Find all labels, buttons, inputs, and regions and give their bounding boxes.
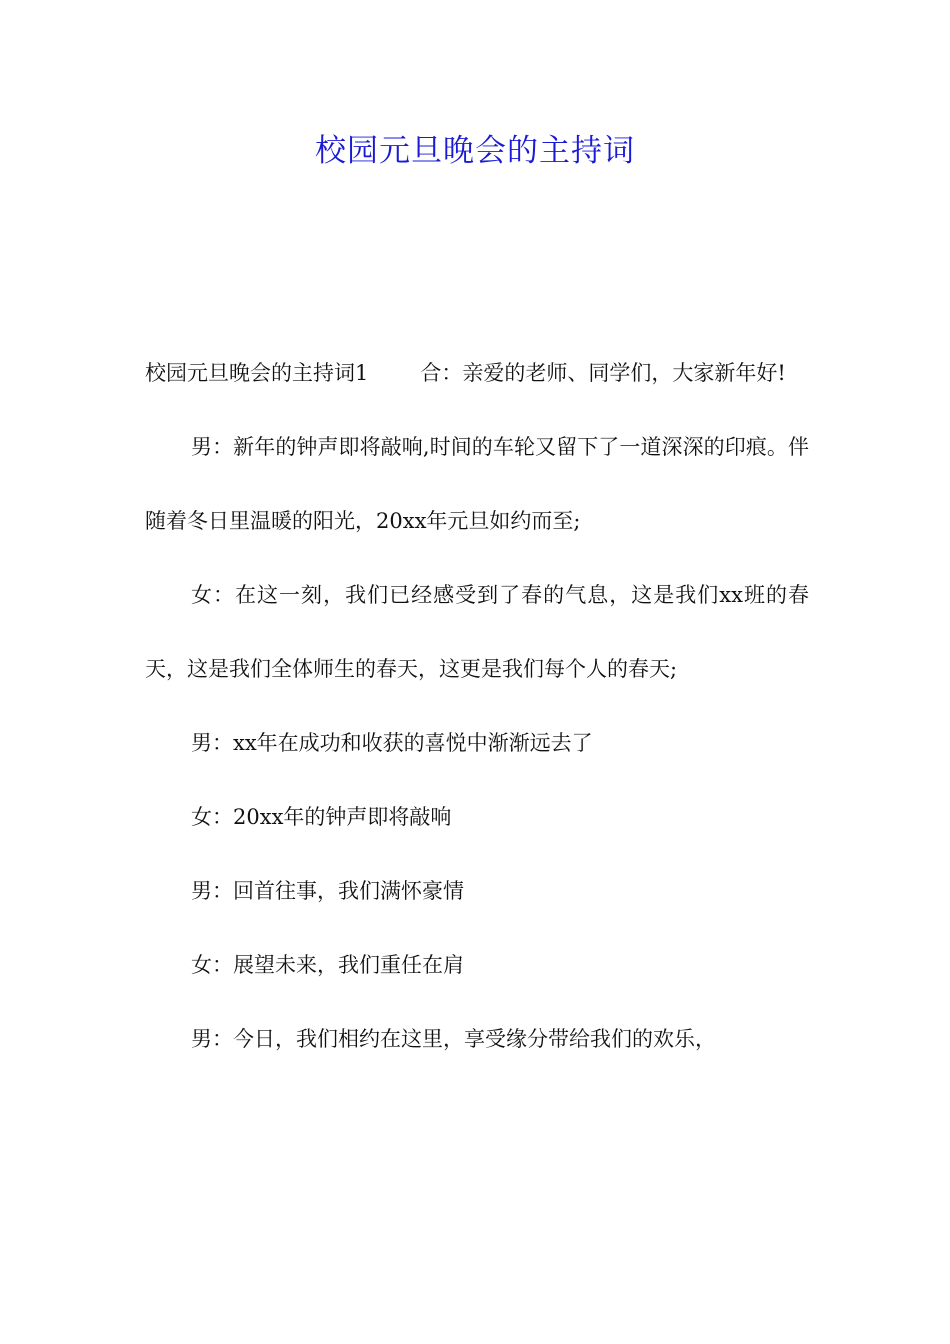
dialogue-paragraph: 女：展望未来，我们重任在肩 [191, 953, 464, 977]
dialogue-paragraph: 男：今日，我们相约在这里，享受缘分带给我们的欢乐， [191, 1027, 716, 1051]
dialogue-paragraph: 男：回首往事，我们满怀豪情 [191, 879, 464, 903]
dialogue-paragraph: 女：在这一刻，我们已经感受到了春的气息，这是我们xx班的春天，这是我们全体师生的春天，这更是我们每个人的春天; [145, 583, 809, 681]
opening-greeting: 合：亲爱的老师、同学们，大家新年好! [420, 361, 786, 385]
document-body [145, 336, 809, 1076]
section-heading: 校园元旦晚会的主持词1 [145, 361, 369, 385]
dialogue-paragraph: 女：20xx年的钟声即将敲响 [191, 805, 452, 829]
opening-paragraph [145, 336, 809, 410]
document-title: 校园元旦晚会的主持词 [315, 133, 635, 169]
dialogue-paragraph: 男：xx年在成功和收获的喜悦中渐渐远去了 [191, 731, 593, 755]
dialogue-paragraph: 男：新年的钟声即将敲响,时间的车轮又留下了一道深深的印痕。伴随着冬日里温暖的阳光，20xx年元旦如约而至; [145, 435, 809, 533]
